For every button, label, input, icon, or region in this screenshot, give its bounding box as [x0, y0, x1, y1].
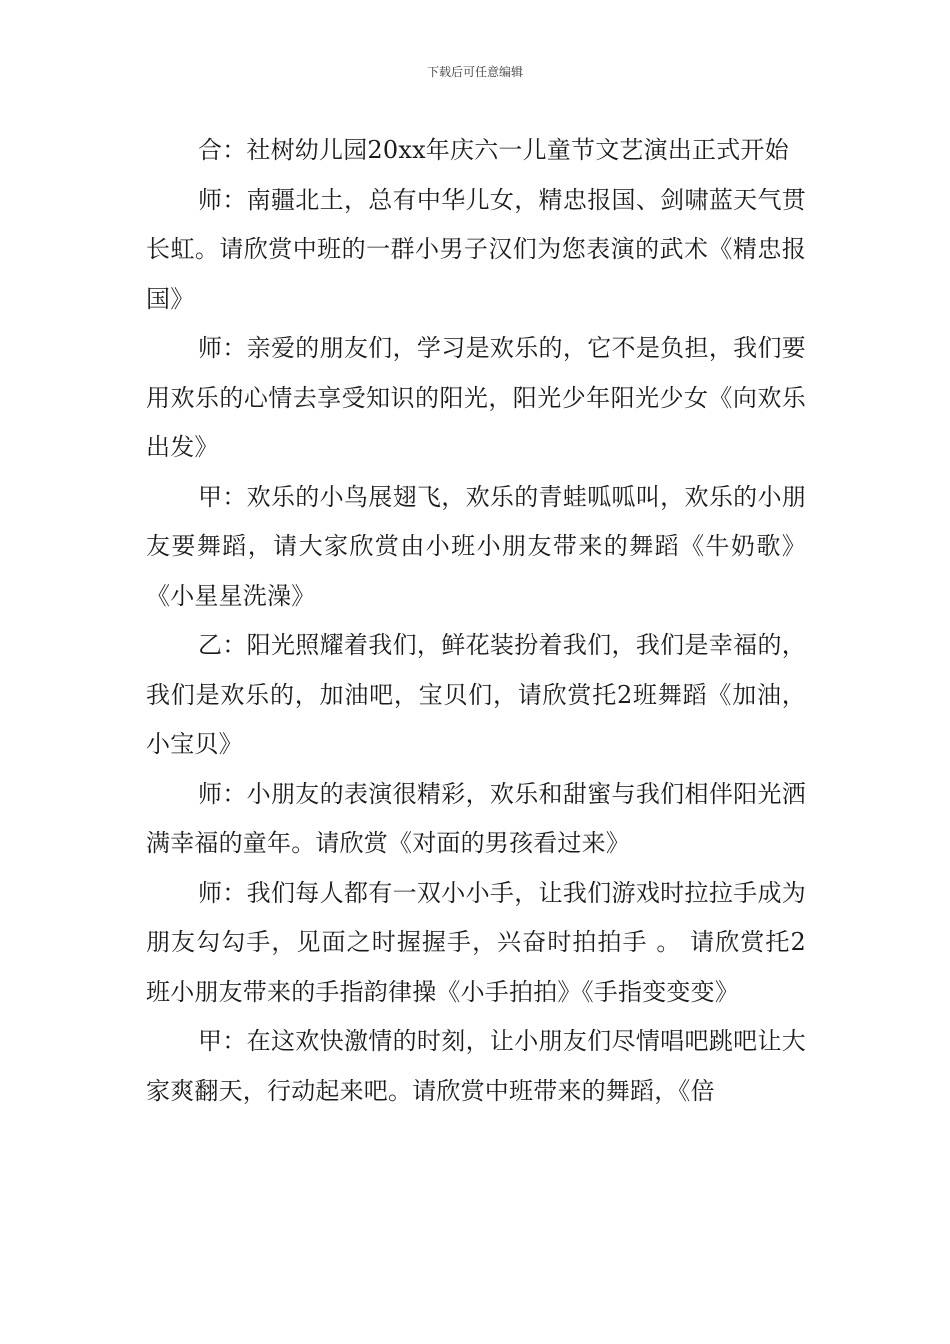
- paragraph-small-class-dance: 甲：欢乐的小鸟展翅飞，欢乐的青蛙呱呱叫，欢乐的小朋友要舞蹈，请大家欣赏由小班小朋友带来的舞蹈《牛奶歌》《小星星洗澡》: [146, 482, 806, 610]
- paragraph-martial-arts: 师：南疆北土，总有中华儿女，精忠报国、剑啸蓝天气贯长虹。请欣赏中班的一群小男子汉们为您表演的武术《精忠报国》: [146, 185, 806, 313]
- paragraph-finger-rhythm: 师：我们每人都有一双小小手，让我们游戏时拉拉手成为朋友勾勾手，见面之时握握手，兴奋时拍拍手 。 请欣赏托2班小朋友带来的手指韵律操《小手拍拍》《手指变变变》: [146, 878, 806, 1006]
- paragraph-middle-class-dance: 甲：在这欢快激情的时刻，让小朋友们尽情唱吧跳吧让大家爽翻天，行动起来吧。请欣赏中班带来的舞蹈，《倍: [146, 1027, 806, 1105]
- paragraph-boy-song: 师：小朋友的表演很精彩，欢乐和甜蜜与我们相伴阳光洒满幸福的童年。请欣赏《对面的男孩看过来》: [146, 779, 806, 857]
- document-body: [146, 126, 806, 1116]
- paragraph-opening: 合：社树幼儿园20xx年庆六一儿童节文艺演出正式开始: [198, 136, 789, 164]
- paragraph-joyful-start: 师：亲爱的朋友们，学习是欢乐的，它不是负担，我们要用欢乐的心情去享受知识的阳光，阳光少年阳光少女《向欢乐出发》: [146, 334, 806, 461]
- paragraph-go-baby: 乙：阳光照耀着我们，鲜花装扮着我们，我们是幸福的，我们是欢乐的，加油吧，宝贝们，请欣赏托2班舞蹈《加油，小宝贝》: [146, 631, 806, 758]
- page-header: 下载后可任意编辑: [426, 65, 523, 79]
